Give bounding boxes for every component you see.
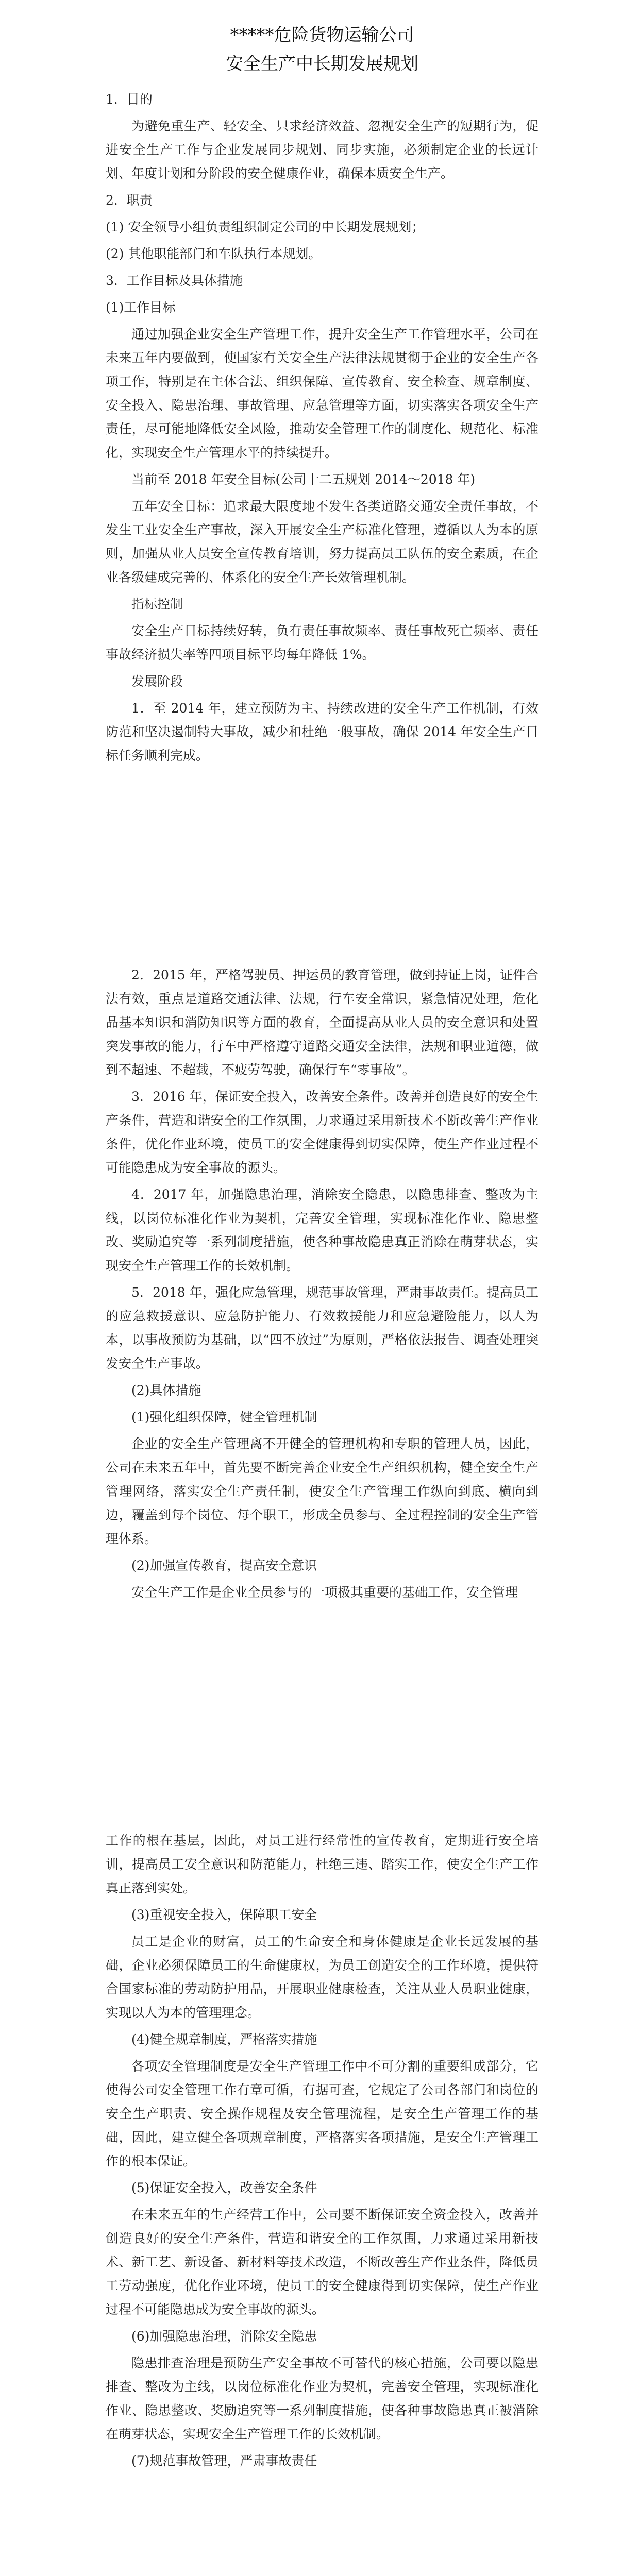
paragraph-measure-2-end: 工作的根在基层，因此，对员工进行经常性的宣传教育，定期进行安全培训，提高员工安全意识和防范能力，杜绝三违、踏实工作，使安全生产工作真正落到实处。 (106, 1833, 539, 1895)
heading-duties: 2．职责 (106, 193, 153, 208)
paragraph-goals: 通过加强企业安全生产管理工作，提升安全生产工作管理水平，公司在未来五年内要做到，使国家有关安全生产法律法规贯彻于企业的安全生产各项工作，特别是在主体合法、组织保障、宣传教育、安全检查、规章制度、安全投入、隐患治理、事故管理、应急管理等方面，切实落实各项安全生产责任，尽可能地降低安全风险，推动安全管理工作的制度化、规范化、标准化，实现安全生产管理水平的持续提升。 (106, 327, 539, 460)
paragraph-measure-4: 各项安全管理制度是安全生产管理工作中不可分割的重要组成部分，它使得公司安全管理工作有章可循，有据可查，它规定了公司各部门和岗位的安全生产职责、安全操作规程及安全管理流程，是安全生产管理工作的基础，因此，建立健全各项规章制度，严格落实各项措施，是安全生产管理工作的根本保证。 (106, 2059, 539, 2168)
heading-purpose: 1．目的 (106, 92, 153, 107)
section-page-2 (106, 963, 539, 1607)
paragraph-measure-6: 隐患排查治理是预防生产安全事故不可替代的核心措施，公司要以隐患排查、整改为主线，以岗位标准化作业为契机，完善安全管理，实现标准化作业、隐患整改、奖励追究等一系列制度措施，使各种事故隐患真正被消除在萌芽状态，实现安全生产管理工作的长效机制。 (106, 2355, 539, 2442)
paragraph-measure-3: 员工是企业的财富，员工的生命安全和身体健康是企业长远发展的基础，企业必须保障员工的生命健康权，为员工创造安全的工作环境，提供符合国家标准的劳动防护用品，开展职业健康检查，关注从业人员职业健康，实现以人为本的管理理念。 (106, 1934, 539, 2020)
heading-goals: 3．工作目标及具体措施 (106, 273, 243, 288)
paragraph-stage-2018: 5．2018 年，强化应急管理，规范事故管理，严肃事故责任。提高员工的应急救援意识、应急防护能力、有效救援能力和应急避险能力，以人为本，以事故预防为基础，以“四不放过”为原则，严格依法报告、调查处理突发安全生产事故。 (106, 1285, 539, 1371)
subheading-measure-7: (7)规范事故管理，严肃事故责任 (131, 2453, 317, 2468)
paragraph-measure-2-start: 安全生产工作是企业全员参与的一项极其重要的基础工作，安全管理 (131, 1585, 518, 1600)
paragraph-measure-5: 在未来五年的生产经营工作中，公司要不断保证安全资金投入，改善并创造良好的安全生产条件，营造和谐安全的工作氛围，力求通过采用新技术、新工艺、新设备、新材料等技术改造，不断改善生产作业条件，降低员工劳动强度，优化作业环境，使员工的安全健康得到切实保障，使生产作业过程不可能隐患成为安全事故的源头。 (106, 2207, 539, 2317)
subheading-goals: (1)工作目标 (106, 300, 176, 315)
subheading-measure-5: (5)保证安全投入，改善安全条件 (131, 2180, 317, 2195)
subheading-measure-2: (2)加强宣传教育，提高安全意识 (131, 1558, 317, 1573)
paragraph-indicators: 安全生产目标持续好转，负有责任事故频率、责任事故死亡频率、责任事故经济损失率等四项目标平均每年降低 1%。 (106, 623, 539, 662)
document-header (106, 21, 539, 78)
company-name: *****危险货物运输公司 (230, 25, 414, 45)
heading-measures: (2)具体措施 (131, 1383, 201, 1398)
subheading-stages: 发展阶段 (131, 674, 183, 689)
duty-item: (1) 安全领导小组负责组织制定公司的中长期发展规划； (106, 219, 425, 234)
paragraph-target-period: 当前至 2018 年安全目标(公司十二五规划 2014～2018 年) (131, 472, 476, 487)
paragraph-measure-1: 企业的安全生产管理离不开健全的管理机构和专职的管理人员，因此，公司在未来五年中，首先要不断完善企业安全生产组织机构，健全安全生产管理网络，落实安全生产责任制，使安全生产管理工作纵向到底、横向到边，覆盖到每个岗位、每个职工，形成全员参与、全过程控制的安全生产管理体系。 (106, 1436, 539, 1546)
paragraph-five-year-goal: 五年安全目标：追求最大限度地不发生各类道路交通安全责任事故，不发生工业安全生产事故，深入开展安全生产标准化管理，遵循以人为本的原则，加强从业人员安全宣传教育培训，努力提高员工队伍的安全素质，在企业各级建成完善的、体系化的安全生产长效管理机制。 (106, 499, 539, 585)
subheading-measure-4: (4)健全规章制度，严格落实措施 (131, 2032, 317, 2047)
document-title: 安全生产中长期发展规划 (226, 54, 418, 74)
section-page-3 (106, 1829, 539, 2476)
paragraph-stage-2015: 2．2015 年，严格驾驶员、押运员的教育管理，做到持证上岗，证件合法有效，重点是道路交通法律、法规，行车安全常识，紧急情况处理，危化品基本知识和消防知识等方面的教育，全面提高从业人员的安全意识和处置突发事故的能力，行车中严格遵守道路交通安全法律，法规和职业道德，做到不超速、不超载，不疲劳驾驶，确保行车“零事故”。 (106, 968, 539, 1077)
paragraph-stage-2017: 4．2017 年，加强隐患治理，消除安全隐患，以隐患排查、整改为主线，以岗位标准化作业为契机，完善安全管理，实现标准化作业、隐患整改、奖励追究等一系列制度措施，使各种事故隐患真正消除在萌芽状态，实现安全生产管理工作的长效机制。 (106, 1187, 539, 1273)
paragraph-stage-2014: 1．至 2014 年，建立预防为主、持续改进的安全生产工作机制，有效防范和坚决遏制特大事故，减少和杜绝一般事故，确保 2014 年安全生产目标任务顺利完成。 (106, 701, 539, 763)
subheading-measure-1: (1)强化组织保障，健全管理机制 (131, 1410, 317, 1425)
subheading-measure-3: (3)重视安全投入，保障职工安全 (131, 1907, 317, 1922)
paragraph-purpose: 为避免重生产、轻安全、只求经济效益、忽视安全生产的短期行为，促进安全生产工作与企业发展同步规划、同步实施，必须制定企业的长远计划、年度计划和分阶段的安全健康作业，确保本质安全生产。 (106, 118, 539, 181)
duty-item: (2) 其他职能部门和车队执行本规划。 (106, 246, 322, 261)
subheading-measure-6: (6)加强隐患治理，消除安全隐患 (131, 2329, 317, 2344)
subheading-indicators: 指标控制 (131, 597, 183, 612)
section-page-1 (106, 88, 539, 771)
paragraph-stage-2016: 3．2016 年，保证安全投入，改善安全条件。改善并创造良好的安全生产条件，营造和谐安全的工作氛围，力求通过采用新技术不断改善生产作业条件，优化作业环境，使员工的安全健康得到切实保障，使生产作业过程不可能隐患成为安全事故的源头。 (106, 1089, 539, 1175)
